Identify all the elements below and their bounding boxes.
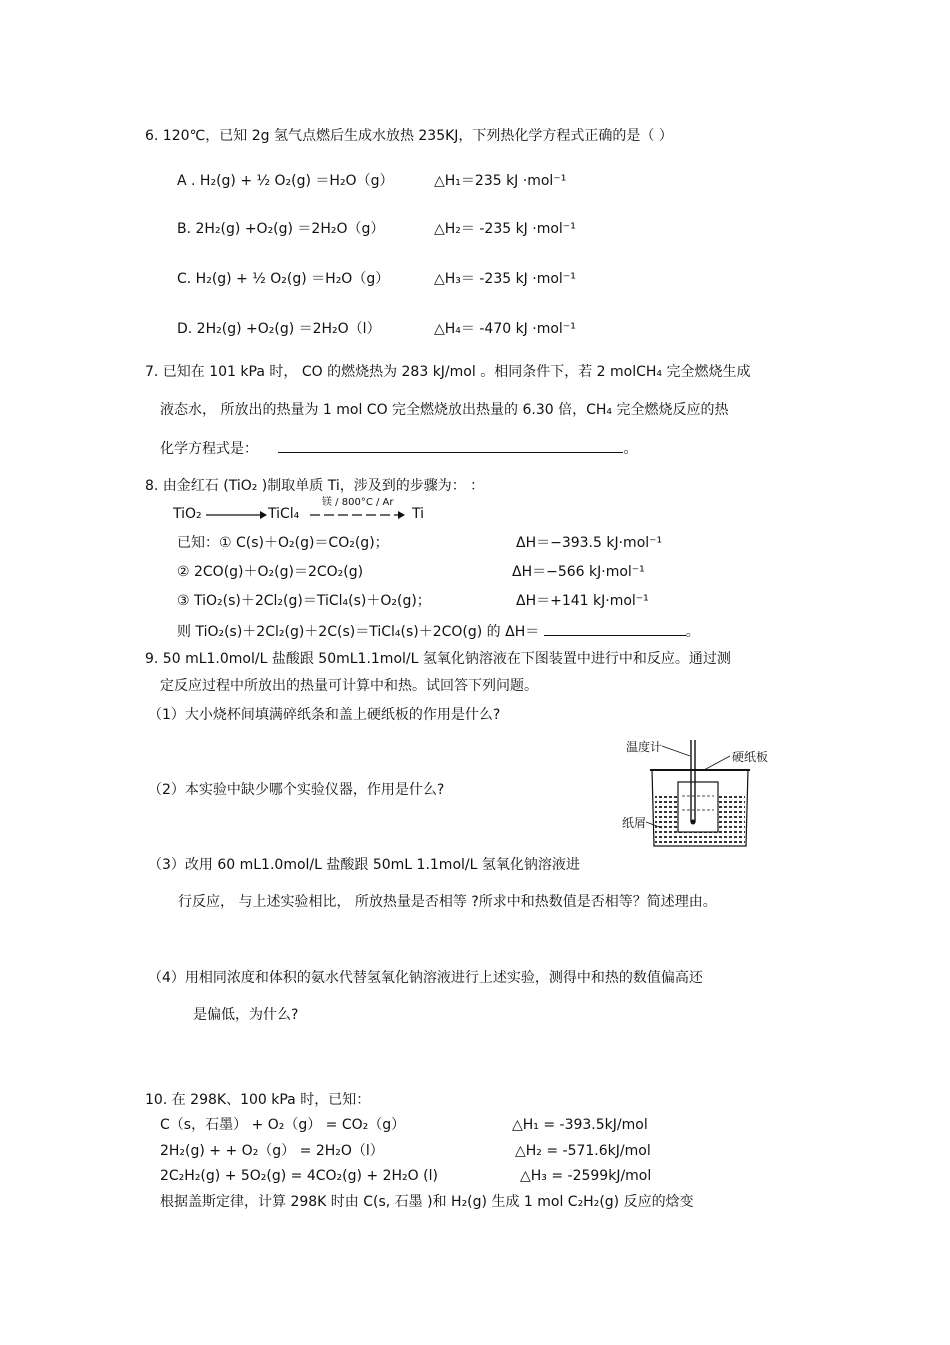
- q9-sub-4b: 是偏低，为什么?: [193, 1007, 299, 1023]
- q10-dh-2: △H₂ = -571.6kJ/mol: [515, 1143, 651, 1159]
- q8-answer-blank[interactable]: [544, 621, 686, 636]
- q6-option-d-dh: △H₄＝ -470 kJ ·mol⁻¹: [434, 321, 576, 337]
- q8-ask: 则 TiO₂(s)＋2Cl₂(g)＋2C(s)＝TiCl₄(s)＋2CO(g) 的 ΔH＝: [177, 624, 540, 640]
- q7-line-3: [160, 438, 637, 458]
- q10-stem: 10. 在 298K、100 kPa 时，已知：: [145, 1092, 371, 1108]
- q8-known-2-dh: ΔH＝−566 kJ·mol⁻¹: [512, 564, 645, 580]
- q9-sub-4a: （4）用相同浓度和体积的氨水代替氢氧化钠溶液进行上述实验，测得中和热的数值偏高还: [148, 970, 703, 986]
- calorimeter-diagram: [618, 730, 788, 850]
- q9-sub-3a: （3）改用 60 mL1.0mol/L 盐酸跟 50mL 1.1mol/L 氢氧化钠溶液进: [148, 857, 580, 873]
- q10-eq-1: C（s，石墨） + O₂（g） = CO₂（g）: [160, 1117, 406, 1133]
- q8-end: 。: [685, 624, 700, 640]
- q8-route-arrow-2: [310, 510, 406, 520]
- cardboard-label: 硬纸板: [732, 750, 769, 764]
- q9-line-2: 定反应过程中所放出的热量可计算中和热。试回答下列问题。: [160, 678, 538, 694]
- q7-line-2: 液态水， 所放出的热量为 1 mol CO 完全燃烧放出热量的 6.30 倍，CH₄ 完全燃烧反应的热: [160, 402, 729, 418]
- q7-line-1: 7. 已知在 101 kPa 时， CO 的燃烧热为 283 kJ/mol 。相同条件下，若 2 molCH₄ 完全燃烧生成: [145, 364, 751, 380]
- q8-route-middle: TiCl₄: [268, 506, 300, 522]
- q10-dh-1: △H₁ = -393.5kJ/mol: [512, 1117, 648, 1133]
- q8-known-3-dh: ΔH＝+141 kJ·mol⁻¹: [516, 593, 649, 609]
- paper-scraps-label: 纸屑: [622, 816, 647, 830]
- q10-dh-3: △H₃ = -2599kJ/mol: [520, 1168, 652, 1184]
- q6-option-b-equation: B. 2H₂(g) +O₂(g) ＝2H₂O（g）: [177, 221, 385, 237]
- q9-line-1: 9. 50 mL1.0mol/L 盐酸跟 50mL1.1mol/L 氢氧化钠溶液在下图装置中进行中和反应。通过测: [145, 651, 731, 667]
- q7-end: 。: [623, 441, 638, 457]
- q8-route-arrow-1: [206, 510, 268, 520]
- q8-known-3-equation: ③ TiO₂(s)＋2Cl₂(g)＝TiCl₄(s)＋O₂(g)；: [177, 593, 431, 609]
- q8-stem: 8. 由金红石 (TiO₂ )制取单质 Ti，涉及到的步骤为： ：: [145, 478, 485, 494]
- q8-known-1-dh: ΔH＝−393.5 kJ·mol⁻¹: [516, 535, 663, 551]
- q8-route-condition: 镁 / 800°C / Ar: [322, 497, 394, 508]
- calorimeter-figure: [618, 730, 788, 850]
- q8-ask-line: [177, 621, 700, 641]
- q7-answer-blank[interactable]: [278, 438, 623, 453]
- q9-sub-3b: 行反应， 与上述实验相比， 所放热量是否相等 ?所求中和热数值是否相等？简述理由。: [178, 894, 717, 910]
- q7-prompt: 化学方程式是：: [160, 441, 258, 457]
- q10-ask: 根据盖斯定律，计算 298K 时由 C(s, 石墨 )和 H₂(g) 生成 1 mol C₂H₂(g) 反应的焓变: [160, 1194, 694, 1210]
- thermometer-label: 温度计: [626, 740, 663, 754]
- q8-route-end: Ti: [412, 506, 425, 522]
- q8-known-1-equation: 已知：① C(s)＋O₂(g)＝CO₂(g)；: [177, 535, 389, 551]
- q6-option-c-equation: C. H₂(g) + ½ O₂(g) ＝H₂O（g）: [177, 271, 390, 287]
- q9-sub-1: （1）大小烧杯间填满碎纸条和盖上硬纸板的作用是什么?: [148, 707, 501, 723]
- q6-option-a-dh: △H₁＝235 kJ ·mol⁻¹: [434, 173, 567, 189]
- q8-known-2-equation: ② 2CO(g)＋O₂(g)＝2CO₂(g): [177, 564, 364, 580]
- q6-option-c-dh: △H₃＝ -235 kJ ·mol⁻¹: [434, 271, 576, 287]
- q6-option-b-dh: △H₂＝ -235 kJ ·mol⁻¹: [434, 221, 576, 237]
- q10-eq-2: 2H₂(g) + + O₂（g） = 2H₂O（l）: [160, 1143, 384, 1159]
- q6-option-d-equation: D. 2H₂(g) +O₂(g) ＝2H₂O（l）: [177, 321, 381, 337]
- q8-route-start: TiO₂: [173, 506, 202, 522]
- q6-stem: 6. 120℃，已知 2g 氢气点燃后生成水放热 235KJ，下列热化学方程式正确的是（ ）: [145, 128, 673, 144]
- q10-eq-3: 2C₂H₂(g) + 5O₂(g) = 4CO₂(g) + 2H₂O (l): [160, 1168, 438, 1184]
- q9-sub-2: （2）本实验中缺少哪个实验仪器，作用是什么?: [148, 782, 445, 798]
- q6-option-a-equation: A . H₂(g) + ½ O₂(g) ＝H₂O（g）: [177, 173, 394, 189]
